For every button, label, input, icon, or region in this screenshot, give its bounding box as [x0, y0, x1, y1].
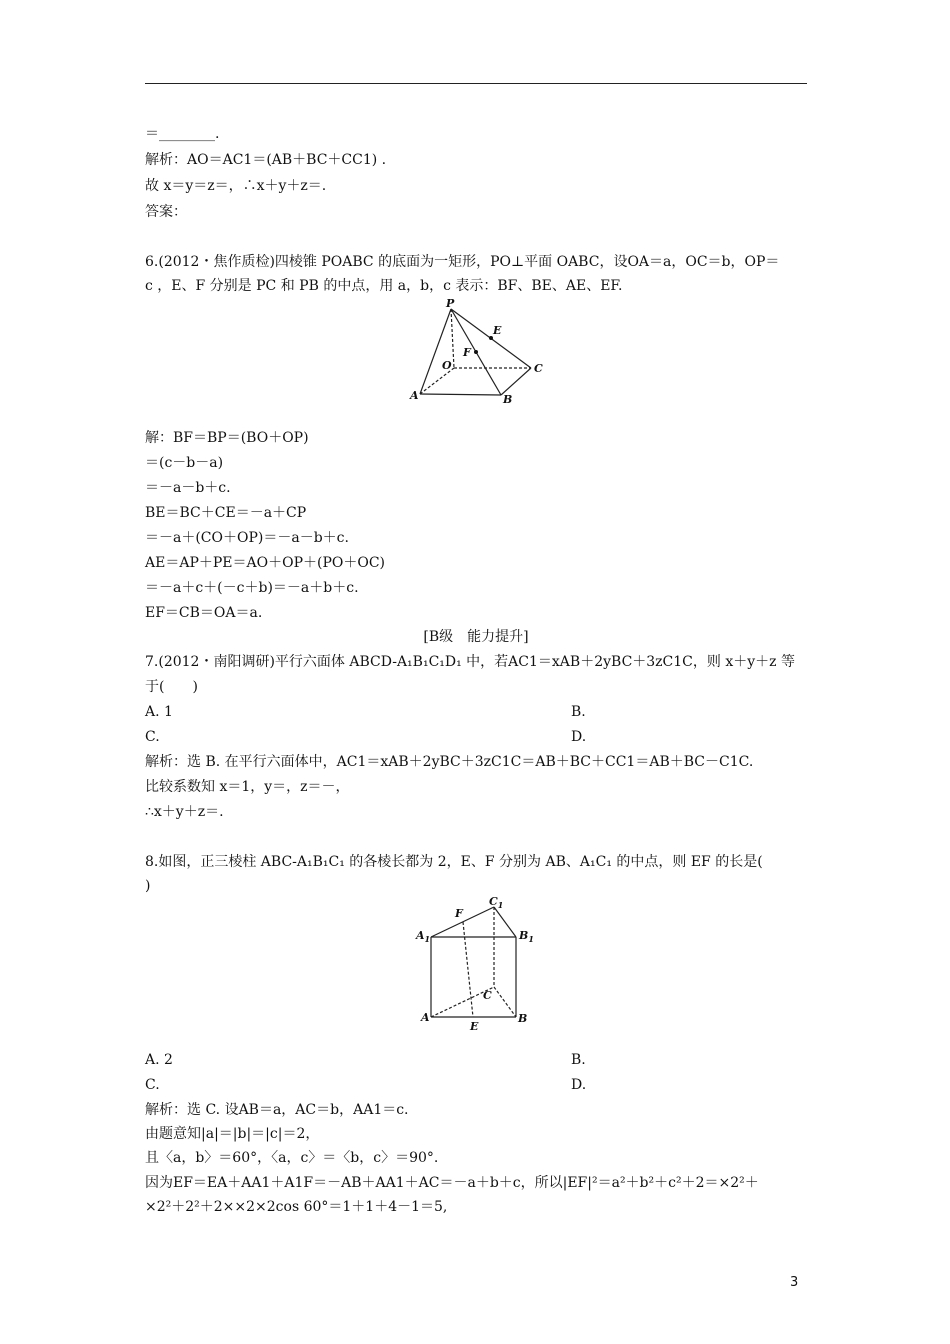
label-P: P [446, 297, 455, 310]
label-B: B [503, 393, 513, 406]
question-6: 6.(2012・焦作质检)四棱锥 POABC 的底面为一矩形，PO⊥平面 OABC，设OA＝a，OC＝b，OP＝ [145, 254, 780, 270]
option-d: D. [571, 729, 587, 745]
question-6-cont: c ，E、F 分别是 PC 和 PB 的中点，用 a，b，c 表示：BF、BE、AE、EF. [145, 278, 623, 294]
text-line: 解析：选 B. 在平行六面体中，AC1＝xAB＋2yBC＋3zC1C＝AB＋BC＋CC1＝AB＋BC－C1C. [145, 754, 754, 770]
text-line: BE＝BC＋CE＝－a＋CP [145, 505, 307, 521]
label-A: A [410, 389, 419, 402]
text-line: 比较系数知 x＝1，y＝，z＝－， [145, 779, 350, 795]
text-line: EF＝CB＝OA＝a. [145, 605, 263, 621]
text-line: 解：BF＝BP＝(BO＋OP) [145, 430, 309, 446]
label-B1: $B_1$ [519, 929, 534, 944]
text-line: ∴x＋y＋z＝. [145, 804, 224, 820]
text-line: ＝－a＋c＋(－c＋b)＝－a＋b＋c. [145, 580, 359, 596]
label-F: F [455, 907, 463, 920]
label-E: E [470, 1020, 479, 1033]
label-F: F [463, 346, 471, 359]
label-A: A [421, 1011, 430, 1024]
option-a: A. 2 [145, 1052, 173, 1068]
question-7: 7.(2012・南阳调研)平行六面体 ABCD-A₁B₁C₁D₁ 中，若AC1＝xAB＋2yBC＋3zC1C，则 x＋y＋z 等 [145, 654, 795, 670]
text-line: 解析：选 C. 设AB＝a，AC＝b，AA1＝c. [145, 1102, 409, 1118]
option-d: D. [571, 1077, 587, 1093]
text-line: 故 x＝y＝z＝，∴x＋y＋z＝. [145, 178, 327, 194]
text-line: 解析：AO＝AC1＝(AB＋BC＋CC1) . [145, 152, 387, 168]
text-line: AE＝AP＋PE＝AO＋OP＋(PO＋OC) [145, 555, 385, 571]
label-O: O [442, 359, 452, 372]
text-line: ＝－a＋(CO＋OP)＝－a－b＋c. [145, 530, 349, 546]
text-line: ＝－a－b＋c. [145, 480, 231, 496]
option-b: B. [571, 1052, 586, 1068]
question-8: 8.如图，正三棱柱 ABC-A₁B₁C₁ 的各棱长都为 2，E、F 分别为 AB、A₁C₁ 的中点，则 EF 的长是( [145, 854, 763, 870]
pyramid-figure [400, 296, 560, 408]
option-c: C. [145, 1077, 160, 1093]
text-line: 且〈a，b〉＝60°，〈a，c〉＝〈b，c〉＝90°. [145, 1150, 439, 1166]
prism-figure [412, 893, 542, 1033]
label-B: B [518, 1012, 528, 1025]
options-row [145, 1050, 807, 1070]
label-C1: $C_1$ [489, 895, 504, 910]
label-A1: $A_1$ [416, 929, 431, 944]
options-row [145, 1075, 807, 1095]
label-C: C [483, 989, 492, 1002]
label-E: E [493, 324, 502, 337]
text-line: ×2²＋2²＋2××2×2cos 60°＝1＋1＋4－1＝5, [145, 1199, 448, 1215]
text-line: 因为EF＝EA＋AA1＋A1F＝－AB＋AA1＋AC＝－a＋b＋c，所以|EF|²＝a²＋b²＋c²＋2＝×2²＋ [145, 1175, 759, 1191]
option-b: B. [571, 704, 586, 720]
section-heading: [B级 能力提升] [423, 629, 529, 645]
option-a: A. 1 [145, 704, 173, 720]
text-line: 答案： [145, 204, 187, 220]
text-line: 由题意知|a|＝|b|＝|c|＝2， [145, 1126, 320, 1142]
question-7-cont: 于( ) [145, 679, 198, 695]
text-line: ＝(c－b－a) [145, 455, 224, 471]
header-rule [145, 83, 807, 84]
label-C: C [534, 362, 543, 375]
options-row [145, 727, 807, 747]
option-c: C. [145, 729, 160, 745]
text-line: ＝________. [145, 126, 220, 142]
page-number: 3 [790, 1275, 799, 1290]
question-8-cont: ) [145, 878, 151, 894]
options-row [145, 702, 807, 722]
